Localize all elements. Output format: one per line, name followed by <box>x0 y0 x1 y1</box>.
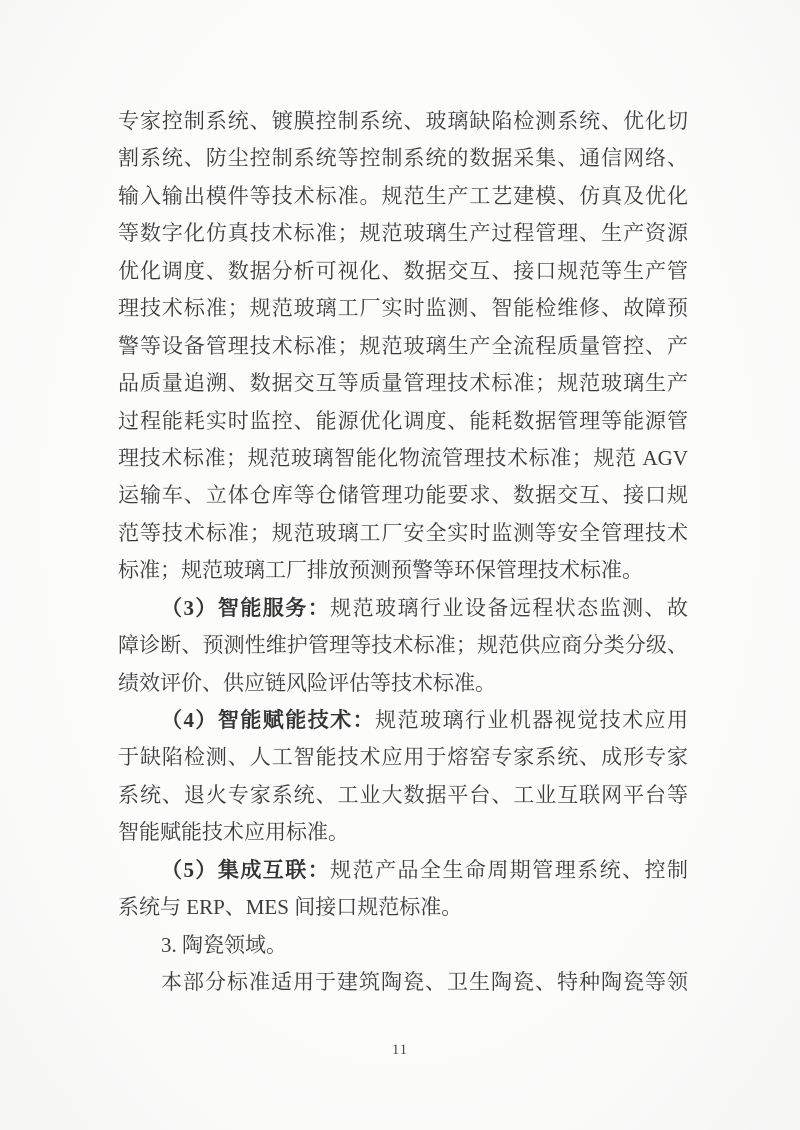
text-line <box>118 852 688 889</box>
text-line: 专家控制系统、镀膜控制系统、玻璃缺陷检测系统、优化切 <box>118 109 688 133</box>
text-line: 系统与 ERP、MES 间接口规范标准。 <box>118 895 463 920</box>
inline-heading: （4）智能赋能技术： <box>161 708 376 732</box>
text-line: 标准；规范玻璃工厂排放预测预警等环保管理技术标准。 <box>118 558 643 583</box>
text-line: 过程能耗实时监控、能源优化调度、能耗数据管理等能源管 <box>118 408 688 433</box>
text-line: 智能赋能技术应用标准。 <box>118 820 349 845</box>
paragraph-text: 规范产品全生命周期管理系统、控制 <box>330 857 688 882</box>
text-line <box>118 702 688 739</box>
text-line: 输入输出模件等技术标准。规范生产工艺建模、仿真及优化 <box>118 183 688 208</box>
text-line: 系统、退火专家系统、工业大数据平台、工业互联网平台等 <box>118 782 688 807</box>
text-line: 理技术标准；规范玻璃工厂实时监测、智能检维修、故障预 <box>118 296 688 321</box>
inline-heading: （3）智能服务： <box>161 595 331 620</box>
section-heading-line: 3. 陶瓷领域。 <box>161 932 287 957</box>
text-line: 绩效评价、供应链风险评估等技术标准。 <box>118 670 496 695</box>
text-line: 障诊断、预测性维护管理等技术标准；规范供应商分类分级、 <box>118 633 688 658</box>
text-line: 等数字化仿真技术标准；规范玻璃生产过程管理、生产资源 <box>118 221 688 246</box>
text-line: 运输车、立体仓库等仓储管理功能要求、数据交互、接口规 <box>118 483 688 508</box>
inline-heading: （5）集成互联： <box>161 857 331 882</box>
text-line <box>118 590 688 627</box>
page-number: 11 <box>392 1042 408 1058</box>
text-line: 警等设备管理技术标准；规范玻璃生产全流程质量管控、产 <box>118 333 688 358</box>
text-line: 优化调度、数据分析可视化、数据交互、接口规范等生产管 <box>118 258 688 283</box>
text-line: 于缺陷检测、人工智能技术应用于熔窑专家系统、成形专家 <box>118 745 688 770</box>
text-line: 理技术标准；规范玻璃智能化物流管理技术标准；规范 AGV <box>118 445 688 470</box>
document-text-block <box>118 103 688 1002</box>
paragraph-text: 规范玻璃行业机器视觉技术应用 <box>375 708 688 732</box>
text-line: 本部分标准适用于建筑陶瓷、卫生陶瓷、特种陶瓷等领 <box>161 970 688 995</box>
text-line: 割系统、防尘控制系统等控制系统的数据采集、通信网络、 <box>118 146 688 171</box>
text-line: 范等技术标准；规范玻璃工厂安全实时监测等安全管理技术 <box>118 520 688 545</box>
text-line: 品质量追溯、数据交互等质量管理技术标准；规范玻璃生产 <box>118 371 688 396</box>
paragraph-text: 规范玻璃行业设备远程状态监测、故 <box>330 595 688 620</box>
